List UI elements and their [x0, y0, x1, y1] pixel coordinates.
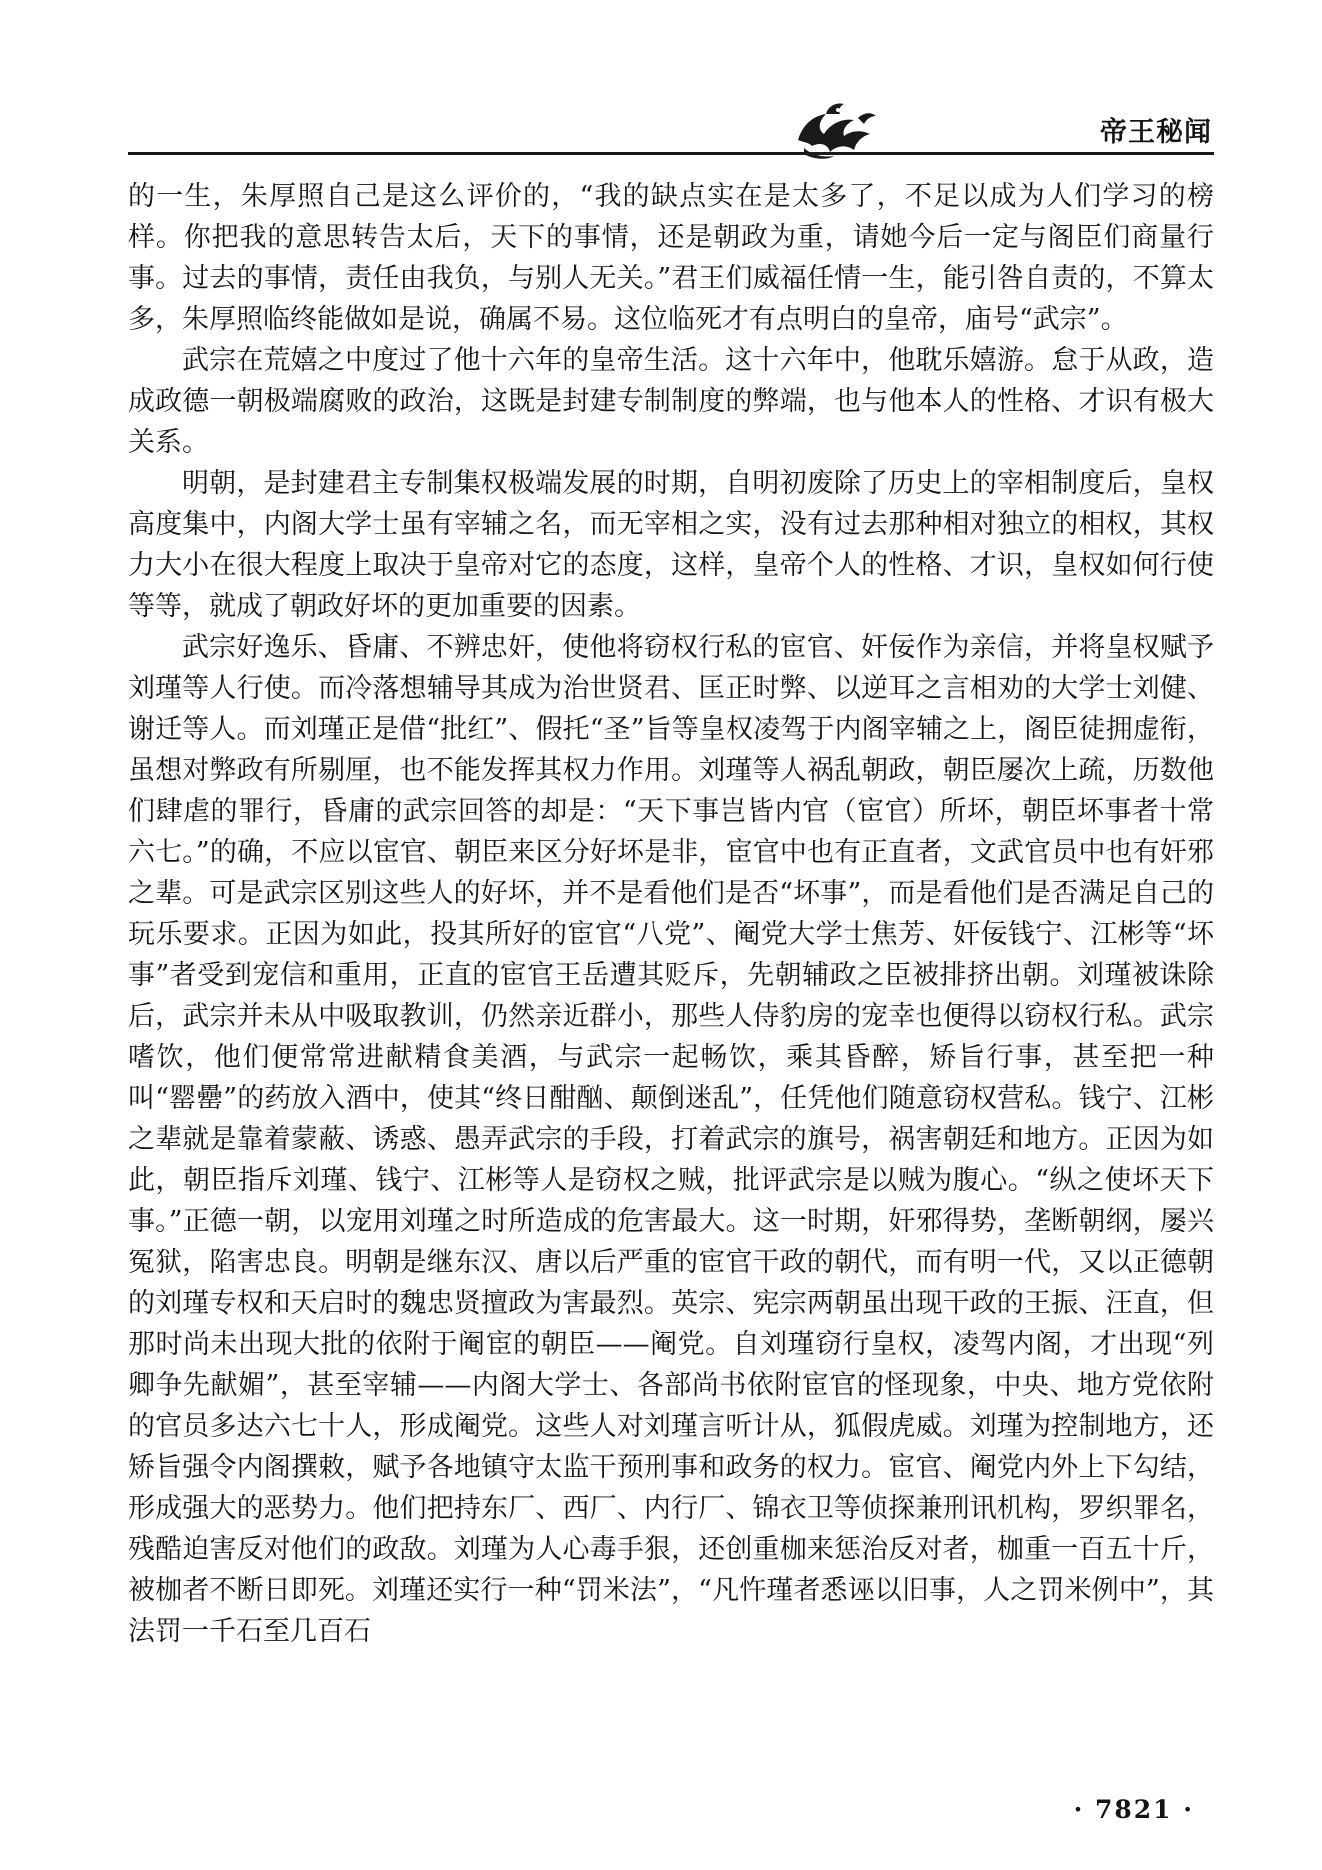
paragraph: 的一生，朱厚照自己是这么评价的，“我的缺点实在是太多了，不足以成为人们学习的榜样。你把我的意思转告太后，天下的事情，还是朝政为重，请她今后一定与阁臣们商量行事。过去的事情，责任由我负，与别人无关。”君王们威福任情一生，能引咎自责的，不算太多，朱厚照临终能做如是说，确属不易。这位临死才有点明白的皇帝，庙号“武宗”。 — [128, 181, 1214, 335]
page-number: · 7821 · — [1073, 1795, 1194, 1824]
header-rule — [128, 152, 1214, 155]
paragraph: 武宗在荒嬉之中度过了他十六年的皇帝生活。这十六年中，他耽乐嬉游。怠于从政，造成政德一朝极端腐败的政治，这既是封建专制制度的弊端，也与他本人的性格、才识有极大关系。 — [128, 345, 1214, 458]
running-header-title: 帝王秘闻 — [1100, 117, 1212, 148]
paragraph: 明朝，是封建君主专制集权极端发展的时期，自明初废除了历史上的宰相制度后，皇权高度集中，内阁大学士虽有宰辅之名，而无宰相之实，没有过去那种相对独立的相权，其权力大小在很大程度上取决于皇帝对它的态度，这样，皇帝个人的性格、才识，皇权如何行使等等，就成了朝政好坏的更加重要的因素。 — [128, 468, 1214, 622]
paragraph: 武宗好逸乐、昏庸、不辨忠奸，使他将窃权行私的宦官、奸佞作为亲信，并将皇权赋予刘瑾等人行使。而冷落想辅导其成为治世贤君、匡正时弊、以逆耳之言相劝的大学士刘健、谢迁等人。而刘瑾正是借“批红”、假托“圣”旨等皇权凌驾于内阁宰辅之上，阁臣徒拥虚衔，虽想对弊政有所剔厘，也不能发挥其权力作用。刘瑾等人祸乱朝政，朝臣屡次上疏，历数他们肆虐的罪行，昏庸的武宗回答的却是：“天下事岂皆内官（宦官）所坏，朝臣坏事者十常六七。”的确，不应以宦官、朝臣来区分好坏是非，宦官中也有正直者，文武官员中也有奸邪之辈。可是武宗区别这些人的好坏，并不是看他们是否“坏事”，而是看他们是否满足自己的玩乐要求。正因为如此，投其所好的宦官“八党”、阉党大学士焦芳、奸佞钱宁、江彬等“坏事”者受到宠信和重用，正直的宦官王岳遭其贬斥，先朝辅政之臣被排挤出朝。刘瑾被诛除后，武宗并未从中吸取教训，仍然亲近群小，那些人侍豹房的宠幸也便得以窃权行私。武宗嗜饮，他们便常常进献精食美酒，与武宗一起畅饮，乘其昏醉，矫旨行事，甚至把一种叫“罂罍”的药放入酒中，使其“终日酣酗、颠倒迷乱”，任凭他们随意窃权营私。钱宁、江彬之辈就是靠着蒙蔽、诱惑、愚弄武宗的手段，打着武宗的旗号，祸害朝廷和地方。正因为如此，朝臣指斥刘瑾、钱宁、江彬等人是窃权之贼，批评武宗是以贼为腹心。“纵之使坏天下事。”正德一朝，以宠用刘瑾之时所造成的危害最大。这一时期，奸邪得势，垄断朝纲，屡兴冤狱，陷害忠良。明朝是继东汉、唐以后严重的宦官干政的朝代，而有明一代，又以正德朝的刘瑾专权和天启时的魏忠贤擅政为害最烈。英宗、宪宗两朝虽出现干政的王振、汪直，但那时尚未出现大批的依附于阉宦的朝臣——阉党。自刘瑾窃行皇权，凌驾内阁，才出现“列卿争先献媚”，甚至宰辅——内阁大学士、各部尚书依附宦官的怪现象，中央、地方党依附的官员多达六七十人，形成阉党。这些人对刘瑾言听计从，狐假虎威。刘瑾为控制地方，还矫旨强令内阁撰敕，赋予各地镇守太监干预刑事和政务的权力。宦官、阉党内外上下勾结，形成强大的恶势力。他们把持东厂、西厂、内行厂、锦衣卫等侦探兼刑讯机构，罗织罪名，残酷迫害反对他们的政敌。刘瑾为人心毒手狠，还创重枷来惩治反对者，枷重一百五十斤，被枷者不断日即死。刘瑾还实行一种“罚米法”，“凡忤瑾者悉诬以旧事，人之罚米例中”，其法罚一千石至几百石 — [128, 632, 1214, 1647]
body-text — [128, 176, 1214, 1652]
